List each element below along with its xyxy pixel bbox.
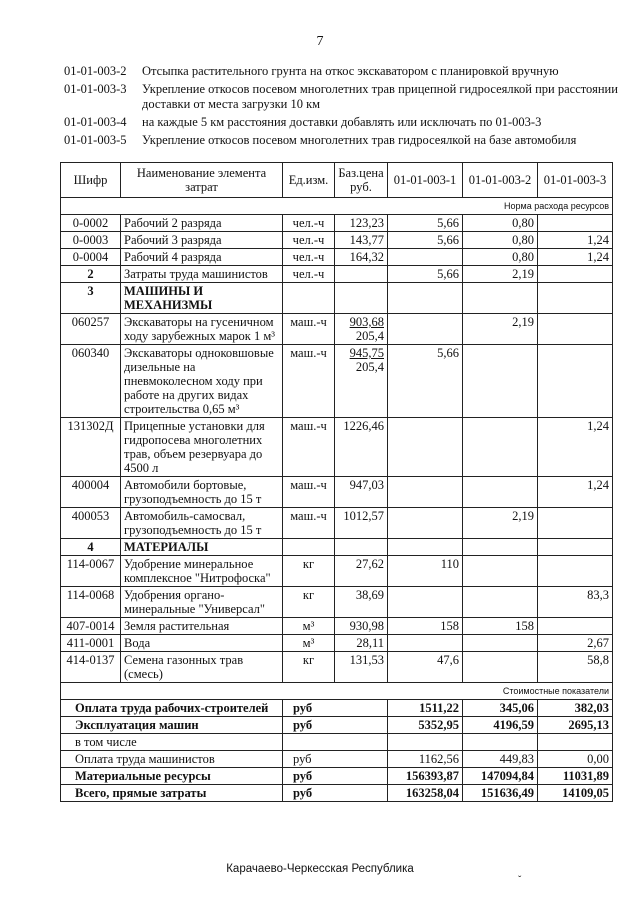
cell-col1 [388, 539, 463, 556]
totals-row [61, 768, 613, 785]
cell-price: 930,98 [335, 618, 388, 635]
cell-name: Земля растительная [121, 618, 283, 635]
totals-unit: руб [283, 700, 388, 717]
cell-unit: маш.-ч [283, 345, 335, 418]
cell-col3: 58,8 [538, 652, 613, 683]
cell-col3 [538, 556, 613, 587]
cell-col1: 47,6 [388, 652, 463, 683]
table-row [61, 314, 613, 345]
totals-v2: 147094,84 [463, 768, 538, 785]
cell-code: 2 [61, 266, 121, 283]
cell-col1: 5,66 [388, 232, 463, 249]
totals-v1: 5352,95 [388, 717, 463, 734]
totals-name: Материальные ресурсы [61, 768, 283, 785]
totals-v2: 449,83 [463, 751, 538, 768]
totals-v3: 11031,89 [538, 768, 613, 785]
cell-col2 [463, 556, 538, 587]
cell-col2: 158 [463, 618, 538, 635]
cell-col2: 2,19 [463, 314, 538, 345]
header-col1: 01-01-003-1 [388, 163, 463, 198]
cell-unit: чел.-ч [283, 266, 335, 283]
cell-name: Вода [121, 635, 283, 652]
intro-text: Укрепление откосов посевом многолетних трав прицепной гидросеялкой при расстоянии доставки от места загрузки 10 км [142, 82, 618, 111]
cell-col2 [463, 539, 538, 556]
totals-name: Эксплуатация машин [61, 717, 283, 734]
table-row [61, 477, 613, 508]
cell-col3 [538, 266, 613, 283]
price-value: 945,75 [349, 346, 384, 360]
price-secondary: 205,4 [355, 329, 384, 343]
cell-code: 060257 [61, 314, 121, 345]
cell-col1 [388, 508, 463, 539]
cell-col1: 5,66 [388, 215, 463, 232]
cell-col3 [538, 345, 613, 418]
cell-col2: 2,19 [463, 508, 538, 539]
table-row [61, 635, 613, 652]
cell-code: 411-0001 [61, 635, 121, 652]
cell-name: Рабочий 4 разряда [121, 249, 283, 266]
table-row [61, 345, 613, 418]
table-row [61, 587, 613, 618]
totals-v1: 1162,56 [388, 751, 463, 768]
totals-v3: 0,00 [538, 751, 613, 768]
cell-code: 4 [61, 539, 121, 556]
cell-price [335, 266, 388, 283]
totals-unit: руб [283, 717, 388, 734]
header-code: Шифр [61, 163, 121, 198]
cell-price [335, 283, 388, 314]
header-name: Наименование элемента затрат [121, 163, 283, 198]
cell-name: Автомобиль-самосвал, грузоподъемность до 15 т [121, 508, 283, 539]
cell-col3: 83,3 [538, 587, 613, 618]
cell-col1 [388, 249, 463, 266]
cell-col3 [538, 539, 613, 556]
cell-col1: 110 [388, 556, 463, 587]
totals-v3 [538, 734, 613, 751]
cell-col2 [463, 477, 538, 508]
totals-v2: 345,06 [463, 700, 538, 717]
cell-price [335, 345, 388, 418]
totals-v1 [388, 734, 463, 751]
cell-name: Рабочий 2 разряда [121, 215, 283, 232]
cell-name: Автомобили бортовые, грузоподъемность до 15 т [121, 477, 283, 508]
cell-col2: 0,80 [463, 215, 538, 232]
cell-code: 114-0067 [61, 556, 121, 587]
totals-v3: 2695,13 [538, 717, 613, 734]
totals-v2 [463, 734, 538, 751]
cell-code: 060340 [61, 345, 121, 418]
cell-col2: 2,19 [463, 266, 538, 283]
cell-unit: кг [283, 652, 335, 683]
intro-code: 01-01-003-2 [64, 64, 127, 78]
cell-col3 [538, 508, 613, 539]
table-row [61, 232, 613, 249]
cell-col2 [463, 587, 538, 618]
cell-name: Удобрения органо-минеральные "Универсал" [121, 587, 283, 618]
cell-price: 143,77 [335, 232, 388, 249]
cell-price: 27,62 [335, 556, 388, 587]
intro-list [64, 64, 624, 151]
cell-price: 28,11 [335, 635, 388, 652]
cell-code: 407-0014 [61, 618, 121, 635]
cell-col1 [388, 283, 463, 314]
cell-name: Затраты труда машинистов [121, 266, 283, 283]
table-row [61, 266, 613, 283]
cell-code: 400004 [61, 477, 121, 508]
cell-col3 [538, 215, 613, 232]
header-col2: 01-01-003-2 [463, 163, 538, 198]
cell-unit: м³ [283, 618, 335, 635]
intro-item [64, 64, 624, 79]
cell-name: Прицепные установки для гидропосева многолетних трав, объем резервуара до 4500 л [121, 418, 283, 477]
cell-code: 0-0004 [61, 249, 121, 266]
cell-unit: маш.-ч [283, 508, 335, 539]
cell-col2 [463, 635, 538, 652]
norm-label: Норма расхода ресурсов [61, 198, 613, 215]
price-secondary: 205,4 [355, 360, 384, 374]
totals-v1: 1511,22 [388, 700, 463, 717]
intro-item [64, 133, 624, 148]
cell-code: 0-0003 [61, 232, 121, 249]
cell-price: 1226,46 [335, 418, 388, 477]
resource-table [60, 162, 613, 802]
totals-name: Оплата труда машинистов [61, 751, 283, 768]
totals-row [61, 751, 613, 768]
cell-unit: кг [283, 556, 335, 587]
totals-row [61, 700, 613, 717]
cell-unit: чел.-ч [283, 249, 335, 266]
cell-name: Удобрение минеральное комплексное "Нитрофоска" [121, 556, 283, 587]
totals-v3: 14109,05 [538, 785, 613, 802]
totals-name: Оплата труда рабочих-строителей [61, 700, 283, 717]
cell-price [335, 539, 388, 556]
totals-unit [283, 734, 388, 751]
cell-price: 38,69 [335, 587, 388, 618]
cell-unit: м³ [283, 635, 335, 652]
totals-name: Всего, прямые затраты [61, 785, 283, 802]
cell-col2 [463, 345, 538, 418]
cell-unit: кг [283, 587, 335, 618]
intro-text: на каждые 5 км расстояния доставки добавлять или исключать по 01-003-3 [142, 115, 542, 129]
cell-col2 [463, 652, 538, 683]
cell-code: 3 [61, 283, 121, 314]
cell-name: Семена газонных трав (смесь) [121, 652, 283, 683]
cell-col3 [538, 314, 613, 345]
cell-col1: 5,66 [388, 345, 463, 418]
table-row [61, 508, 613, 539]
totals-unit: руб [283, 768, 388, 785]
totals-name: в том числе [61, 734, 283, 751]
cell-col3: 1,24 [538, 249, 613, 266]
table-row [61, 556, 613, 587]
cell-col2 [463, 418, 538, 477]
intro-text: Отсыпка растительного грунта на откос экскаватором с планировкой вручную [142, 64, 559, 78]
cell-unit [283, 283, 335, 314]
cell-price: 1012,57 [335, 508, 388, 539]
cell-name: Экскаваторы одноковшовые дизельные на пневмоколесном ходу при работе на других видах строительства 0,65 м³ [121, 345, 283, 418]
cell-code: 131302Д [61, 418, 121, 477]
header-price: Баз.цена руб. [335, 163, 388, 198]
footer-region: Карачаево-Черкесская Республика [226, 863, 414, 875]
totals-v2: 151636,49 [463, 785, 538, 802]
cell-col1 [388, 418, 463, 477]
cell-name: Рабочий 3 разряда [121, 232, 283, 249]
cell-col3 [538, 283, 613, 314]
cell-unit: чел.-ч [283, 215, 335, 232]
cost-label: Стоимостные показатели [61, 683, 613, 700]
totals-row [61, 717, 613, 734]
table-row [61, 249, 613, 266]
table-row [61, 539, 613, 556]
totals-unit: руб [283, 785, 388, 802]
intro-item [64, 115, 624, 130]
cell-unit: маш.-ч [283, 477, 335, 508]
header-unit: Ед.изм. [283, 163, 335, 198]
intro-code: 01-01-003-3 [64, 82, 127, 96]
table-row [61, 283, 613, 314]
cell-col3: 1,24 [538, 477, 613, 508]
totals-v1: 156393,87 [388, 768, 463, 785]
cell-price: 947,03 [335, 477, 388, 508]
cell-name: Экскаваторы на гусеничном ходу зарубежных марок 1 м³ [121, 314, 283, 345]
intro-item [64, 82, 624, 112]
cell-price: 131,53 [335, 652, 388, 683]
intro-code: 01-01-003-5 [64, 133, 127, 147]
cell-col1 [388, 477, 463, 508]
cell-unit: чел.-ч [283, 232, 335, 249]
cell-col2: 0,80 [463, 232, 538, 249]
intro-text: Укрепление откосов посевом многолетних трав гидросеялкой на базе автомобиля [142, 133, 577, 147]
price-value: 903,68 [349, 315, 384, 329]
cell-name: МАТЕРИАЛЫ [121, 539, 283, 556]
totals-v2: 4196,59 [463, 717, 538, 734]
cell-code: 114-0068 [61, 587, 121, 618]
cell-code: 400053 [61, 508, 121, 539]
cell-col1: 158 [388, 618, 463, 635]
table-header-row [61, 163, 613, 198]
cell-col2 [463, 283, 538, 314]
cell-price: 123,23 [335, 215, 388, 232]
cell-code: 0-0002 [61, 215, 121, 232]
totals-row [61, 734, 613, 751]
cell-col1 [388, 635, 463, 652]
table-row [61, 618, 613, 635]
cell-col1 [388, 314, 463, 345]
intro-code: 01-01-003-4 [64, 115, 127, 129]
cell-col2: 0,80 [463, 249, 538, 266]
cell-unit: маш.-ч [283, 314, 335, 345]
cell-col1: 5,66 [388, 266, 463, 283]
cell-unit: маш.-ч [283, 418, 335, 477]
page-number: 7 [316, 34, 324, 49]
cell-col1 [388, 587, 463, 618]
totals-v3: 382,03 [538, 700, 613, 717]
cell-unit [283, 539, 335, 556]
table-row [61, 215, 613, 232]
cell-col3: 1,24 [538, 418, 613, 477]
cell-col3: 2,67 [538, 635, 613, 652]
cell-col3 [538, 618, 613, 635]
header-col3: 01-01-003-3 [538, 163, 613, 198]
cell-name: МАШИНЫ И МЕХАНИЗМЫ [121, 283, 283, 314]
cell-price [335, 314, 388, 345]
table-row [61, 652, 613, 683]
cell-code: 414-0137 [61, 652, 121, 683]
footer-mark: ˇ [518, 875, 522, 886]
cell-col3: 1,24 [538, 232, 613, 249]
totals-row [61, 785, 613, 802]
cell-price: 164,32 [335, 249, 388, 266]
totals-v1: 163258,04 [388, 785, 463, 802]
totals-unit: руб [283, 751, 388, 768]
table-row [61, 418, 613, 477]
